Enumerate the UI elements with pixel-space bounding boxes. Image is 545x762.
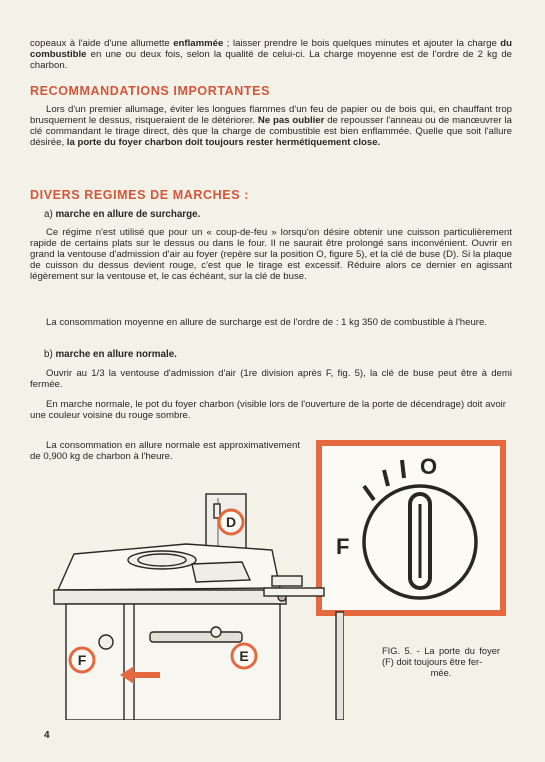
normale-paragraph-2: En marche normale, le pot du foyer charbon (visible lors de l'ouverture de la porte de décendrage) doit avoir une couleur voisine du rouge sombre.: [30, 399, 506, 421]
stove-illustration: [36, 492, 344, 720]
text-run: Lors d'un premier allumage, éviter les longues flammes d'un feu de papier ou de bois qui, en chauffant trop brusquement le dessus, risqueraient de le détériorer.: [30, 104, 512, 126]
dial-tick: [384, 470, 388, 486]
text-run: la porte du foyer charbon doit toujours rester hermétiquement close.: [66, 137, 381, 148]
normale-consumption: La consommation en allure normale est approximativement de 0,900 kg de charbon à l'heure.: [30, 440, 300, 462]
dial-letter-f: F: [336, 534, 350, 559]
heading-recommandations: RECOMMANDATIONS IMPORTANTES: [30, 84, 271, 98]
heading-divers-regimes: DIVERS REGIMES DE MARCHES :: [30, 188, 250, 202]
surcharge-paragraph: Ce régime n'est utilisé que pour un « coup-de-feu » lorsqu'on désire obtenir une cuisson particulièrement rapide de certains plats sur le dessus ou dans le four. Il ne saurait être prolongé sans inconvénient. Ouvrir en grand la ventouse d'admission d'air au foyer (repère sur la position O, figure 5), et la clé de buse (D). Si la plaque de cuisson du dessus devient rouge, c'est que le tirage est excessif. Réduire alors ce dernier en agissant légèrement sur la ventouse et, le cas échéant, sur la clé de buse.: [30, 227, 512, 282]
subheading-normale: b) marche en allure normale.: [44, 349, 177, 360]
text-run: du combustible: [30, 38, 512, 60]
text-run: copeaux à l'aide d'une allumette: [30, 38, 174, 49]
surcharge-consumption: La consommation moyenne en allure de surcharge est de l'ordre de : 1 kg 350 de combustible à l'heure.: [46, 317, 487, 328]
label-e: E: [239, 648, 249, 664]
label-f: F: [77, 652, 87, 668]
label-d: D: [225, 514, 237, 530]
figure-caption: FIG. 5. - La porte du foyer (F) doit toujours être fer- mée.: [382, 646, 500, 678]
text-run: ; laisser prendre le bois quelques minutes et ajouter la charge: [223, 38, 501, 49]
text-run: Ne pas oublier: [257, 115, 325, 126]
normale-paragraph-1: Ouvrir au 1/3 la ventouse d'admission d'air (1re division après F, fig. 5), la clé de buse peut être à demi fermée.: [30, 368, 512, 390]
text-run: en une ou deux fois, selon la qualité de celui-ci. La charge moyenne est de l'ordre de 2 kg de charbon.: [30, 49, 512, 71]
text-run: de repousser l'anneau ou de manœuvrer la clé commandant le tirage direct, dès que la charge de combustible est bien enflammée. Quelle que soit l'allure désirée,: [30, 115, 512, 148]
subheading-surcharge: a) marche en allure de surcharge.: [44, 209, 201, 220]
intro-paragraph: [30, 38, 512, 71]
recommandations-paragraph: [30, 104, 512, 148]
dial-letter-o: O: [420, 454, 438, 479]
figure-dial-frame: [316, 440, 506, 616]
text-run: enflammée: [173, 38, 224, 49]
page-number: 4: [44, 730, 50, 741]
dial-tick: [402, 460, 404, 478]
dial-tick: [364, 486, 374, 500]
air-intake-dial: [322, 446, 500, 610]
